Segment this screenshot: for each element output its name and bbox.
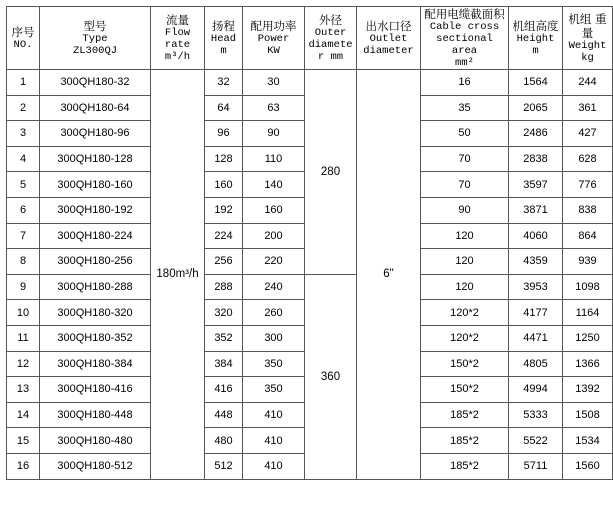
cell-model: 300QH180-448 <box>40 402 151 428</box>
cell-cable-area: 120*2 <box>421 300 509 326</box>
cell-no: 2 <box>7 95 40 121</box>
header-label-en: Power <box>257 33 290 45</box>
cell-no: 7 <box>7 223 40 249</box>
cell-no: 3 <box>7 121 40 147</box>
header-label-en: r mm <box>317 51 344 63</box>
cell-weight: 628 <box>563 146 613 172</box>
cell-weight: 1250 <box>563 325 613 351</box>
cell-head: 128 <box>205 146 243 172</box>
cell-head: 96 <box>205 121 243 147</box>
cell-power: 410 <box>243 402 305 428</box>
cell-weight: 939 <box>563 249 613 275</box>
cell-no: 8 <box>7 249 40 275</box>
header-label-en: m³/h <box>164 51 191 63</box>
cell-no: 6 <box>7 197 40 223</box>
cell-cable-area: 185*2 <box>421 402 509 428</box>
cell-weight: 1098 <box>563 274 613 300</box>
cell-cable-area: 35 <box>421 95 509 121</box>
cell-cable-area: 70 <box>421 172 509 198</box>
header-outer-diameter <box>305 7 357 70</box>
cell-power: 220 <box>243 249 305 275</box>
cell-power: 160 <box>243 197 305 223</box>
cell-weight: 1164 <box>563 300 613 326</box>
cell-no: 13 <box>7 377 40 403</box>
header-label-en: diamete <box>308 39 353 51</box>
cell-height: 2838 <box>509 146 563 172</box>
cell-power: 410 <box>243 428 305 454</box>
header-power <box>243 7 305 70</box>
cell-outer-diameter: 280 <box>305 70 357 275</box>
header-weight <box>563 7 613 70</box>
header-label-en: Outer <box>314 27 347 39</box>
cell-no: 5 <box>7 172 40 198</box>
cell-cable-area: 16 <box>421 70 509 96</box>
header-label-en: diameter <box>363 45 414 57</box>
cell-no: 12 <box>7 351 40 377</box>
header-label-cn: 外径 <box>319 13 342 27</box>
spec-table-container <box>6 6 607 506</box>
cell-weight: 1534 <box>563 428 613 454</box>
header-height <box>509 7 563 70</box>
cell-flow-rate: 180m³/h <box>151 70 205 480</box>
cell-model: 300QH180-512 <box>40 453 151 479</box>
table-body <box>7 70 613 480</box>
header-flow-rate <box>151 7 205 70</box>
cell-power: 300 <box>243 325 305 351</box>
cell-power: 260 <box>243 300 305 326</box>
cell-power: 350 <box>243 377 305 403</box>
header-label-en: Weight <box>568 40 607 52</box>
cell-height: 5711 <box>509 453 563 479</box>
cell-model: 300QH180-160 <box>40 172 151 198</box>
cell-power: 350 <box>243 351 305 377</box>
cell-head: 192 <box>205 197 243 223</box>
header-label-en: m <box>532 45 539 57</box>
header-label-cn: 配用电缆截面积 <box>424 7 505 21</box>
table-row <box>7 274 613 300</box>
cell-power: 140 <box>243 172 305 198</box>
header-label-en: Flow <box>164 27 191 39</box>
cell-height: 4805 <box>509 351 563 377</box>
cell-no: 11 <box>7 325 40 351</box>
cell-power: 200 <box>243 223 305 249</box>
header-label-en: ZL300QJ <box>72 45 118 57</box>
header-label-en: kg <box>581 52 594 64</box>
cell-model: 300QH180-64 <box>40 95 151 121</box>
cell-height: 1564 <box>509 70 563 96</box>
cell-no: 16 <box>7 453 40 479</box>
cell-model: 300QH180-128 <box>40 146 151 172</box>
cell-head: 160 <box>205 172 243 198</box>
header-label-cn: 扬程 <box>212 19 235 33</box>
header-cable-area <box>421 7 509 70</box>
cell-model: 300QH180-320 <box>40 300 151 326</box>
table-row <box>7 70 613 96</box>
header-label-en: KW <box>267 45 280 57</box>
cell-head: 352 <box>205 325 243 351</box>
cell-cable-area: 185*2 <box>421 428 509 454</box>
cell-no: 4 <box>7 146 40 172</box>
header-label-en: sectional area <box>436 33 493 57</box>
cell-outer-diameter: 360 <box>305 274 357 479</box>
header-label-cn: 配用功率 <box>250 19 297 33</box>
cell-weight: 1508 <box>563 402 613 428</box>
header-label-en: Height <box>516 33 555 45</box>
header-label-en: m <box>220 45 227 57</box>
cell-power: 90 <box>243 121 305 147</box>
header-label-en: Cable cross <box>429 21 500 33</box>
cell-head: 32 <box>205 70 243 96</box>
header-label-cn: 机组 重量 <box>568 12 607 40</box>
cell-weight: 1366 <box>563 351 613 377</box>
cell-height: 3597 <box>509 172 563 198</box>
header-head <box>205 7 243 70</box>
header-label-en: Type <box>82 33 108 45</box>
cell-model: 300QH180-256 <box>40 249 151 275</box>
cell-no: 15 <box>7 428 40 454</box>
cell-head: 384 <box>205 351 243 377</box>
cell-head: 512 <box>205 453 243 479</box>
cell-model: 300QH180-384 <box>40 351 151 377</box>
cell-weight: 864 <box>563 223 613 249</box>
cell-no: 9 <box>7 274 40 300</box>
cell-no: 1 <box>7 70 40 96</box>
header-label-en: Outlet <box>369 33 408 45</box>
header-label-cn: 型号 <box>83 19 107 33</box>
header-label-cn: 出水口径 <box>365 19 412 33</box>
cell-head: 288 <box>205 274 243 300</box>
cell-cable-area: 50 <box>421 121 509 147</box>
cell-cable-area: 120*2 <box>421 325 509 351</box>
cell-head: 64 <box>205 95 243 121</box>
cell-model: 300QH180-96 <box>40 121 151 147</box>
cell-height: 3953 <box>509 274 563 300</box>
cell-head: 224 <box>205 223 243 249</box>
cell-cable-area: 150*2 <box>421 377 509 403</box>
cell-height: 4177 <box>509 300 563 326</box>
cell-cable-area: 120 <box>421 223 509 249</box>
header-label-en: mm² <box>455 57 474 69</box>
cell-outlet-diameter: 6" <box>357 70 421 480</box>
pump-spec-table <box>6 6 613 480</box>
cell-weight: 776 <box>563 172 613 198</box>
cell-no: 14 <box>7 402 40 428</box>
cell-height: 4994 <box>509 377 563 403</box>
cell-head: 448 <box>205 402 243 428</box>
cell-head: 256 <box>205 249 243 275</box>
header-type <box>40 7 151 70</box>
cell-power: 63 <box>243 95 305 121</box>
cell-height: 2486 <box>509 121 563 147</box>
cell-weight: 361 <box>563 95 613 121</box>
cell-power: 410 <box>243 453 305 479</box>
cell-cable-area: 185*2 <box>421 453 509 479</box>
cell-weight: 838 <box>563 197 613 223</box>
cell-power: 110 <box>243 146 305 172</box>
cell-cable-area: 120 <box>421 274 509 300</box>
cell-no: 10 <box>7 300 40 326</box>
cell-model: 300QH180-480 <box>40 428 151 454</box>
cell-cable-area: 120 <box>421 249 509 275</box>
cell-cable-area: 150*2 <box>421 351 509 377</box>
cell-model: 300QH180-32 <box>40 70 151 96</box>
cell-model: 300QH180-416 <box>40 377 151 403</box>
cell-height: 5333 <box>509 402 563 428</box>
cell-model: 300QH180-224 <box>40 223 151 249</box>
header-row <box>7 7 613 70</box>
cell-height: 4060 <box>509 223 563 249</box>
cell-model: 300QH180-192 <box>40 197 151 223</box>
header-label-en: Head <box>210 33 237 45</box>
cell-height: 4471 <box>509 325 563 351</box>
header-outlet-diameter <box>357 7 421 70</box>
cell-head: 320 <box>205 300 243 326</box>
cell-weight: 1392 <box>563 377 613 403</box>
cell-height: 5522 <box>509 428 563 454</box>
cell-weight: 1560 <box>563 453 613 479</box>
cell-model: 300QH180-288 <box>40 274 151 300</box>
cell-power: 240 <box>243 274 305 300</box>
header-label-en: rate <box>164 39 191 51</box>
cell-cable-area: 90 <box>421 197 509 223</box>
header-label-cn: 序号 <box>11 25 35 39</box>
cell-height: 3871 <box>509 197 563 223</box>
header-label-en: NO. <box>13 39 33 51</box>
cell-height: 4359 <box>509 249 563 275</box>
cell-model: 300QH180-352 <box>40 325 151 351</box>
cell-power: 30 <box>243 70 305 96</box>
cell-height: 2065 <box>509 95 563 121</box>
cell-weight: 427 <box>563 121 613 147</box>
cell-cable-area: 70 <box>421 146 509 172</box>
header-label-cn: 流量 <box>166 13 189 27</box>
header-no <box>7 7 40 70</box>
cell-head: 416 <box>205 377 243 403</box>
cell-head: 480 <box>205 428 243 454</box>
cell-weight: 244 <box>563 70 613 96</box>
header-label-cn: 机组高度 <box>512 19 559 33</box>
